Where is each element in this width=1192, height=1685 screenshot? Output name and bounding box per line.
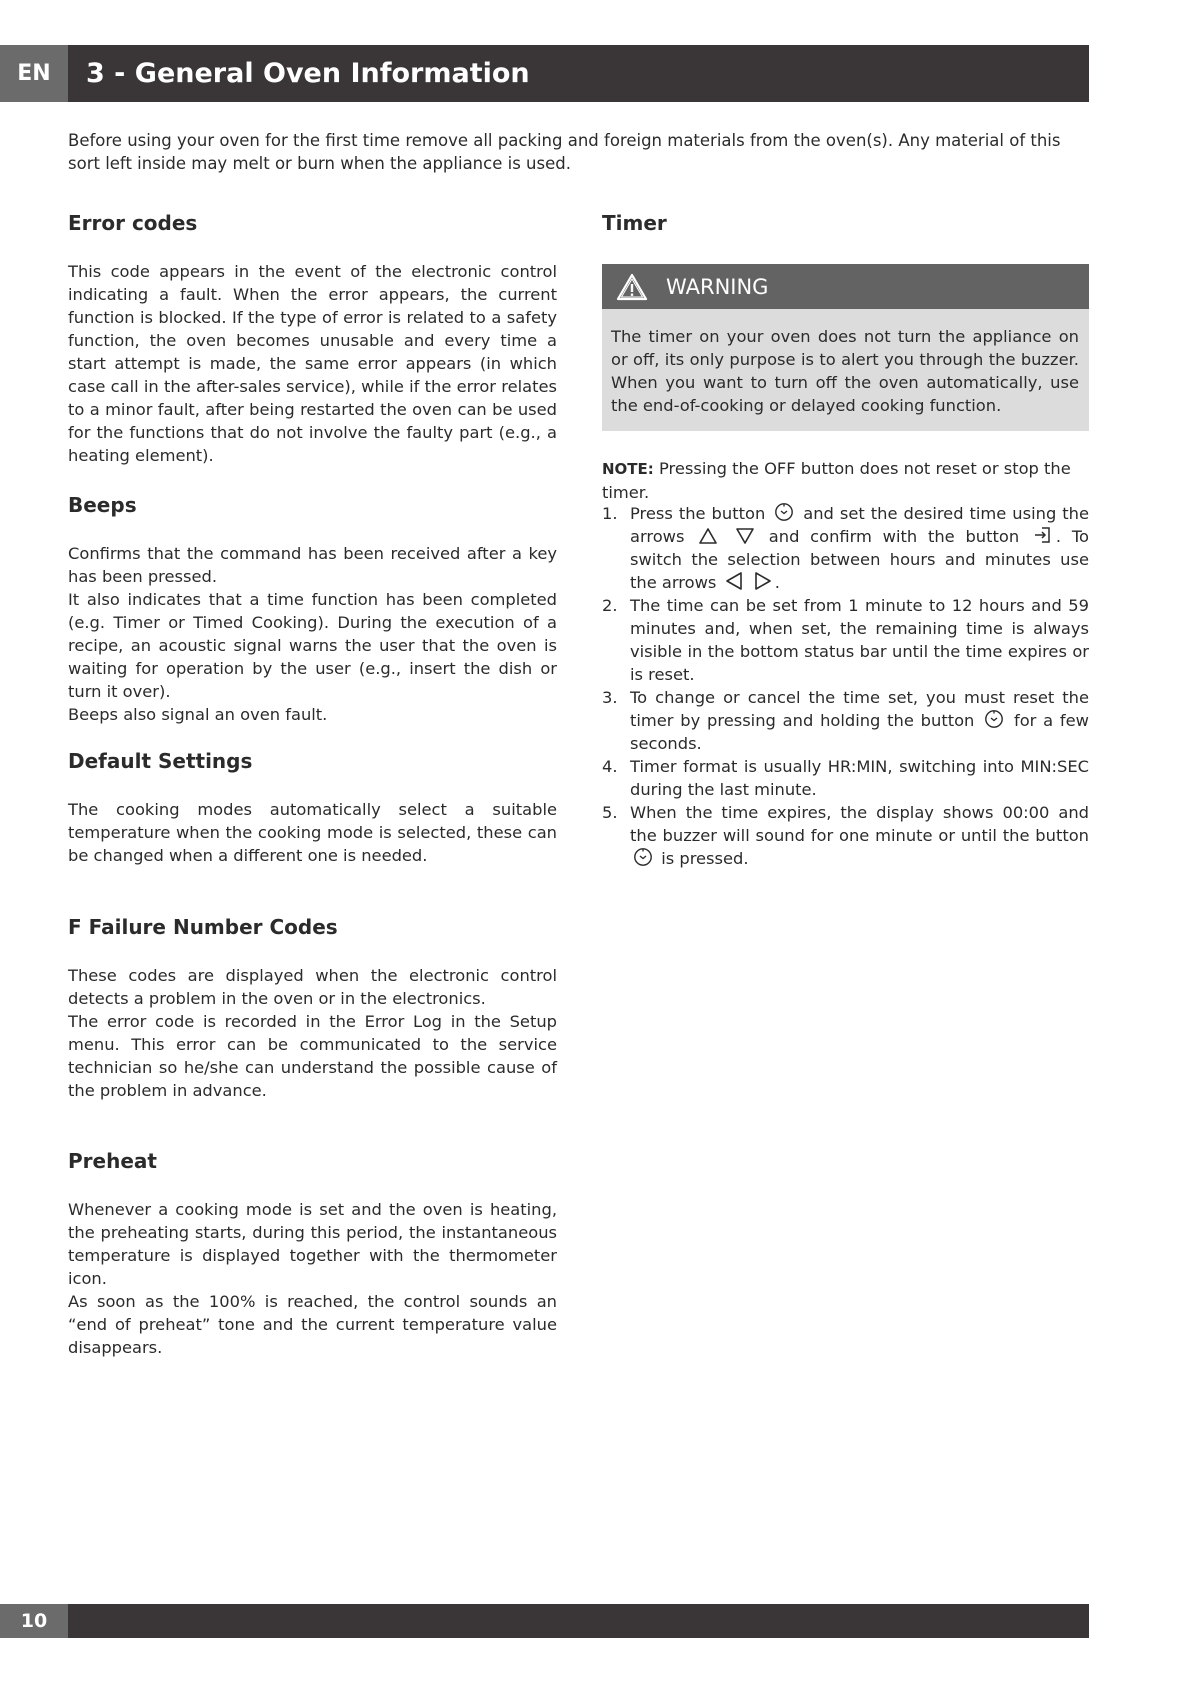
note-text: Pressing the OFF button does not reset or stop the timer. (602, 459, 1071, 502)
footer-bar (68, 1604, 1089, 1638)
warning-box (602, 264, 1089, 431)
timer-clock-icon (633, 847, 653, 867)
step-text-b: for a few seconds. (630, 711, 1089, 753)
timer-step-3 (602, 686, 1089, 755)
step-number: 4. (602, 757, 618, 776)
timer-step-2 (602, 594, 1089, 686)
warning-text: The timer on your oven does not turn the appliance on or off, its only purpose is to alert you through the buzzer. When you want to turn off the oven automatically, use the end-of-cooking or delayed cooking function. (602, 309, 1089, 431)
warning-label: WARNING (666, 274, 769, 299)
step-text-e: . (774, 573, 780, 592)
timer-step-1 (602, 502, 1089, 594)
step-text-b: is pressed. (661, 849, 749, 868)
step-text-b: and set the desired time using the arrows (630, 504, 1089, 546)
timer-step-5 (602, 801, 1089, 870)
step-text: Timer format is usually HR:MIN, switching into MIN:SEC during the last minute. (630, 757, 1089, 799)
failure-codes-section (68, 912, 557, 1102)
failure-codes-text-2: The error code is recorded in the Error Log in the Setup menu. This error can be communicated to the service technician so he/she can understand the possible cause of the problem in advance. (68, 1012, 557, 1100)
error-codes-section (68, 208, 557, 467)
failure-codes-text-1: These codes are displayed when the electronic control detects a problem in the oven or in the electronics. (68, 966, 557, 1008)
step-number: 3. (602, 688, 618, 707)
intro-paragraph: Before using your oven for the first time remove all packing and foreign materials from the oven(s). Any material of this sort left inside may melt or burn when the appliance is used. (68, 131, 1061, 173)
step-number: 5. (602, 803, 618, 822)
right-column (602, 208, 1089, 868)
language-label: EN (17, 61, 51, 86)
step-text-a: When the time expires, the display shows 00:00 and the buzzer will sound for one minute or until the button (630, 803, 1089, 845)
arrow-right-icon (754, 571, 772, 591)
section-header (68, 45, 1089, 102)
error-codes-heading: Error codes (68, 211, 198, 235)
step-text-a: Press the button (630, 504, 766, 523)
error-codes-text: This code appears in the event of the electronic control indicating a fault. When the error appears, the current function is blocked. If the type of error is related to a safety function, the oven becomes unusable and every time a start attempt is made, the same error appears (in which case call in the after-sales service), while if the error relates to a minor fault, after being restarted the oven can be used for the functions that do not involve the faulty part (e.g., a heating element). (68, 262, 557, 465)
arrow-down-icon (735, 527, 755, 545)
timer-clock-icon (984, 709, 1004, 729)
default-settings-heading: Default Settings (68, 749, 253, 773)
note-label: NOTE: (602, 460, 654, 478)
preheat-section (68, 1146, 557, 1359)
default-settings-text: The cooking modes automatically select a suitable temperature when the cooking mode is selected, these can be changed when a different one is needed. (68, 800, 557, 865)
page-title: 3 - General Oven Information (86, 58, 530, 89)
arrow-up-icon (698, 527, 718, 545)
timer-step-4 (602, 755, 1089, 801)
beeps-text-3: Beeps also signal an oven fault. (68, 705, 328, 724)
step-number: 1. (602, 504, 618, 523)
timer-note (602, 457, 1089, 504)
preheat-text-1: Whenever a cooking mode is set and the oven is heating, the preheating starts, during this period, the instantaneous temperature is displayed together with the thermometer icon. (68, 1200, 557, 1288)
language-tab (0, 45, 68, 102)
page-number-tab (0, 1604, 68, 1638)
confirm-enter-icon (1033, 525, 1053, 545)
warning-header (602, 264, 1089, 309)
timer-steps (602, 502, 1089, 870)
arrow-left-icon (725, 571, 743, 591)
failure-codes-heading: F Failure Number Codes (68, 915, 338, 939)
timer-clock-icon (774, 502, 794, 522)
default-settings-section (68, 746, 557, 867)
beeps-text-2: It also indicates that a time function has been completed (e.g. Timer or Timed Cooking). During the execution of a recipe, an acoustic signal warns the user that the oven is waiting for operation by the user (e.g., insert the dish or turn it over). (68, 590, 557, 701)
timer-heading: Timer (602, 211, 667, 235)
preheat-heading: Preheat (68, 1149, 157, 1173)
beeps-text-1: Confirms that the command has been received after a key has been pressed. (68, 544, 557, 586)
step-number: 2. (602, 596, 618, 615)
page-number: 10 (20, 1610, 48, 1632)
preheat-text-2: As soon as the 100% is reached, the control sounds an “end of preheat” tone and the current temperature value disappears. (68, 1292, 557, 1357)
beeps-heading: Beeps (68, 493, 137, 517)
step-text-c: and confirm with the button (768, 527, 1020, 546)
warning-triangle-icon (616, 273, 648, 301)
step-text-a: To change or cancel the time set, you must reset the timer by pressing and holding the button (630, 688, 1089, 730)
step-text: The time can be set from 1 minute to 12 hours and 59 minutes and, when set, the remaining time is always visible in the bottom status bar until the time expires or is reset. (630, 596, 1089, 684)
beeps-section (68, 490, 557, 726)
step-text-d: . To switch the selection between hours and minutes use the arrows (630, 527, 1089, 592)
